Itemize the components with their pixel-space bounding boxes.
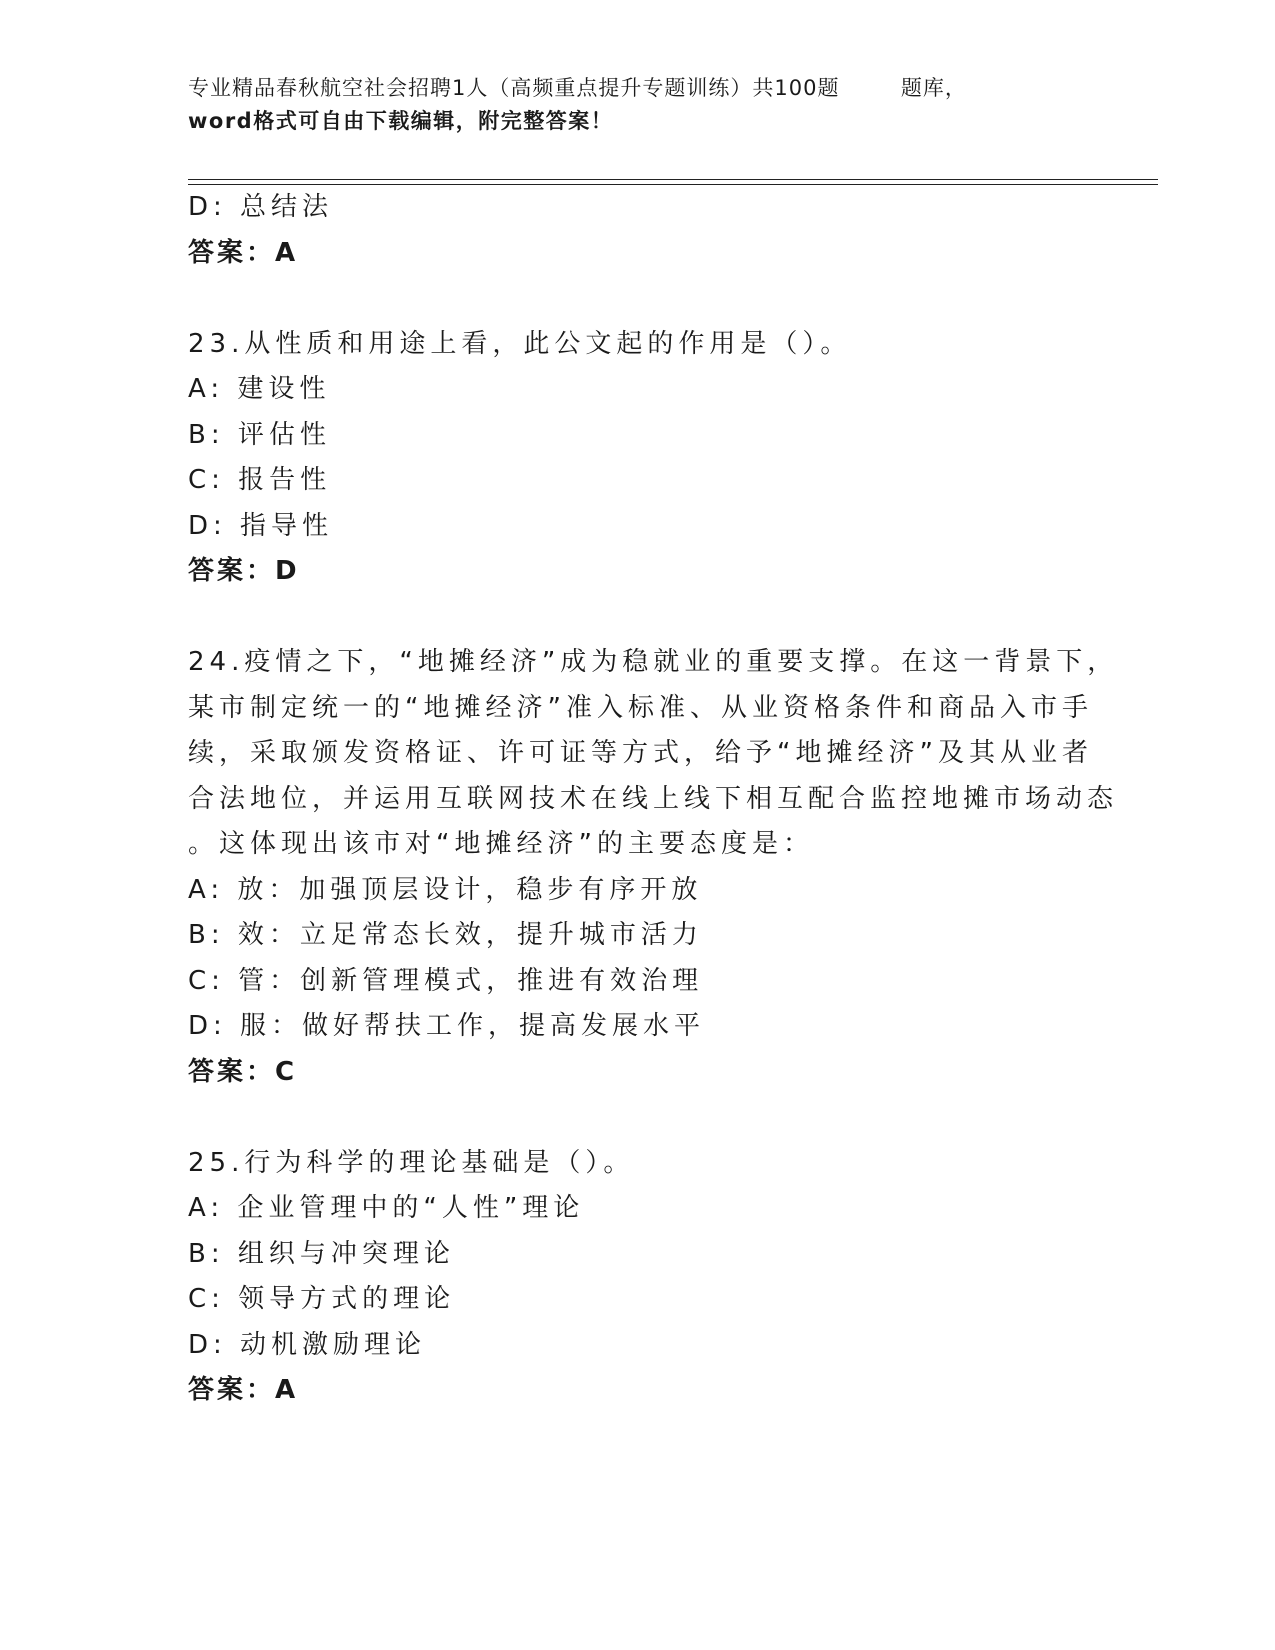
- q23-option-b: B: 评估性: [188, 419, 331, 450]
- q25-option-c: C: 领导方式的理论: [188, 1284, 456, 1314]
- q25-stem: 25.行为科学的理论基础是（）。: [188, 1147, 635, 1178]
- q24-stem-line-4: 合法地位，并运用互联网技术在线上线下相互配合监控地摊市场动态: [188, 783, 1119, 814]
- q23-option-a: A: 建设性: [188, 374, 331, 404]
- prev-option-d: D: 总结法: [188, 192, 334, 222]
- header-title: 专业精品春秋航空社会招聘1人（高频重点提升专题训练）共100题 题库，: [188, 76, 967, 100]
- q23-option-c: C: 报告性: [188, 465, 332, 495]
- q25-option-a: A: 企业管理中的“人性”理论: [188, 1193, 585, 1223]
- q25-option-d: D: 动机激励理论: [188, 1329, 427, 1360]
- q25-answer: 答案：A: [188, 1375, 299, 1405]
- spacer: [188, 1095, 1068, 1141]
- prev-answer: 答案：A: [188, 237, 299, 268]
- header-subtitle: word格式可自由下载编辑，附完整答案！: [188, 109, 614, 133]
- header-divider-top: [188, 179, 1158, 180]
- question-list: [188, 185, 1119, 1414]
- spacer: [188, 595, 1068, 641]
- q24-stem-line-5: 。这体现出该市对“地摊经济”的主要态度是：: [188, 829, 814, 859]
- q24-option-d: D: 服：做好帮扶工作，提高发展水平: [188, 1011, 706, 1041]
- page-header: [188, 72, 1088, 138]
- q23-answer: 答案：D: [188, 556, 300, 586]
- q24-stem-line-2: 某市制定统一的“地摊经济”准入标准、从业资格条件和商品入市手: [188, 692, 1093, 723]
- spacer: [188, 276, 1068, 322]
- q24-answer: 答案：C: [188, 1056, 298, 1087]
- q23-stem: 23.从性质和用途上看，此公文起的作用是（）。: [188, 328, 852, 359]
- q25-option-b: B: 组织与冲突理论: [188, 1238, 455, 1269]
- q24-option-b: B: 效：立足常态长效，提升城市活力: [188, 920, 703, 950]
- q23-option-d: D: 指导性: [188, 510, 334, 541]
- q24-option-c: C: 管：创新管理模式，推进有效治理: [188, 965, 704, 996]
- q24-stem-line-1: 24.疫情之下，“地摊经济”成为稳就业的重要支撑。在这一背景下，: [188, 647, 1119, 677]
- q24-stem-line-3: 续，采取颁发资格证、许可证等方式，给予“地摊经济”及其从业者: [188, 738, 1093, 768]
- q24-option-a: A: 放：加强顶层设计，稳步有序开放: [188, 874, 703, 905]
